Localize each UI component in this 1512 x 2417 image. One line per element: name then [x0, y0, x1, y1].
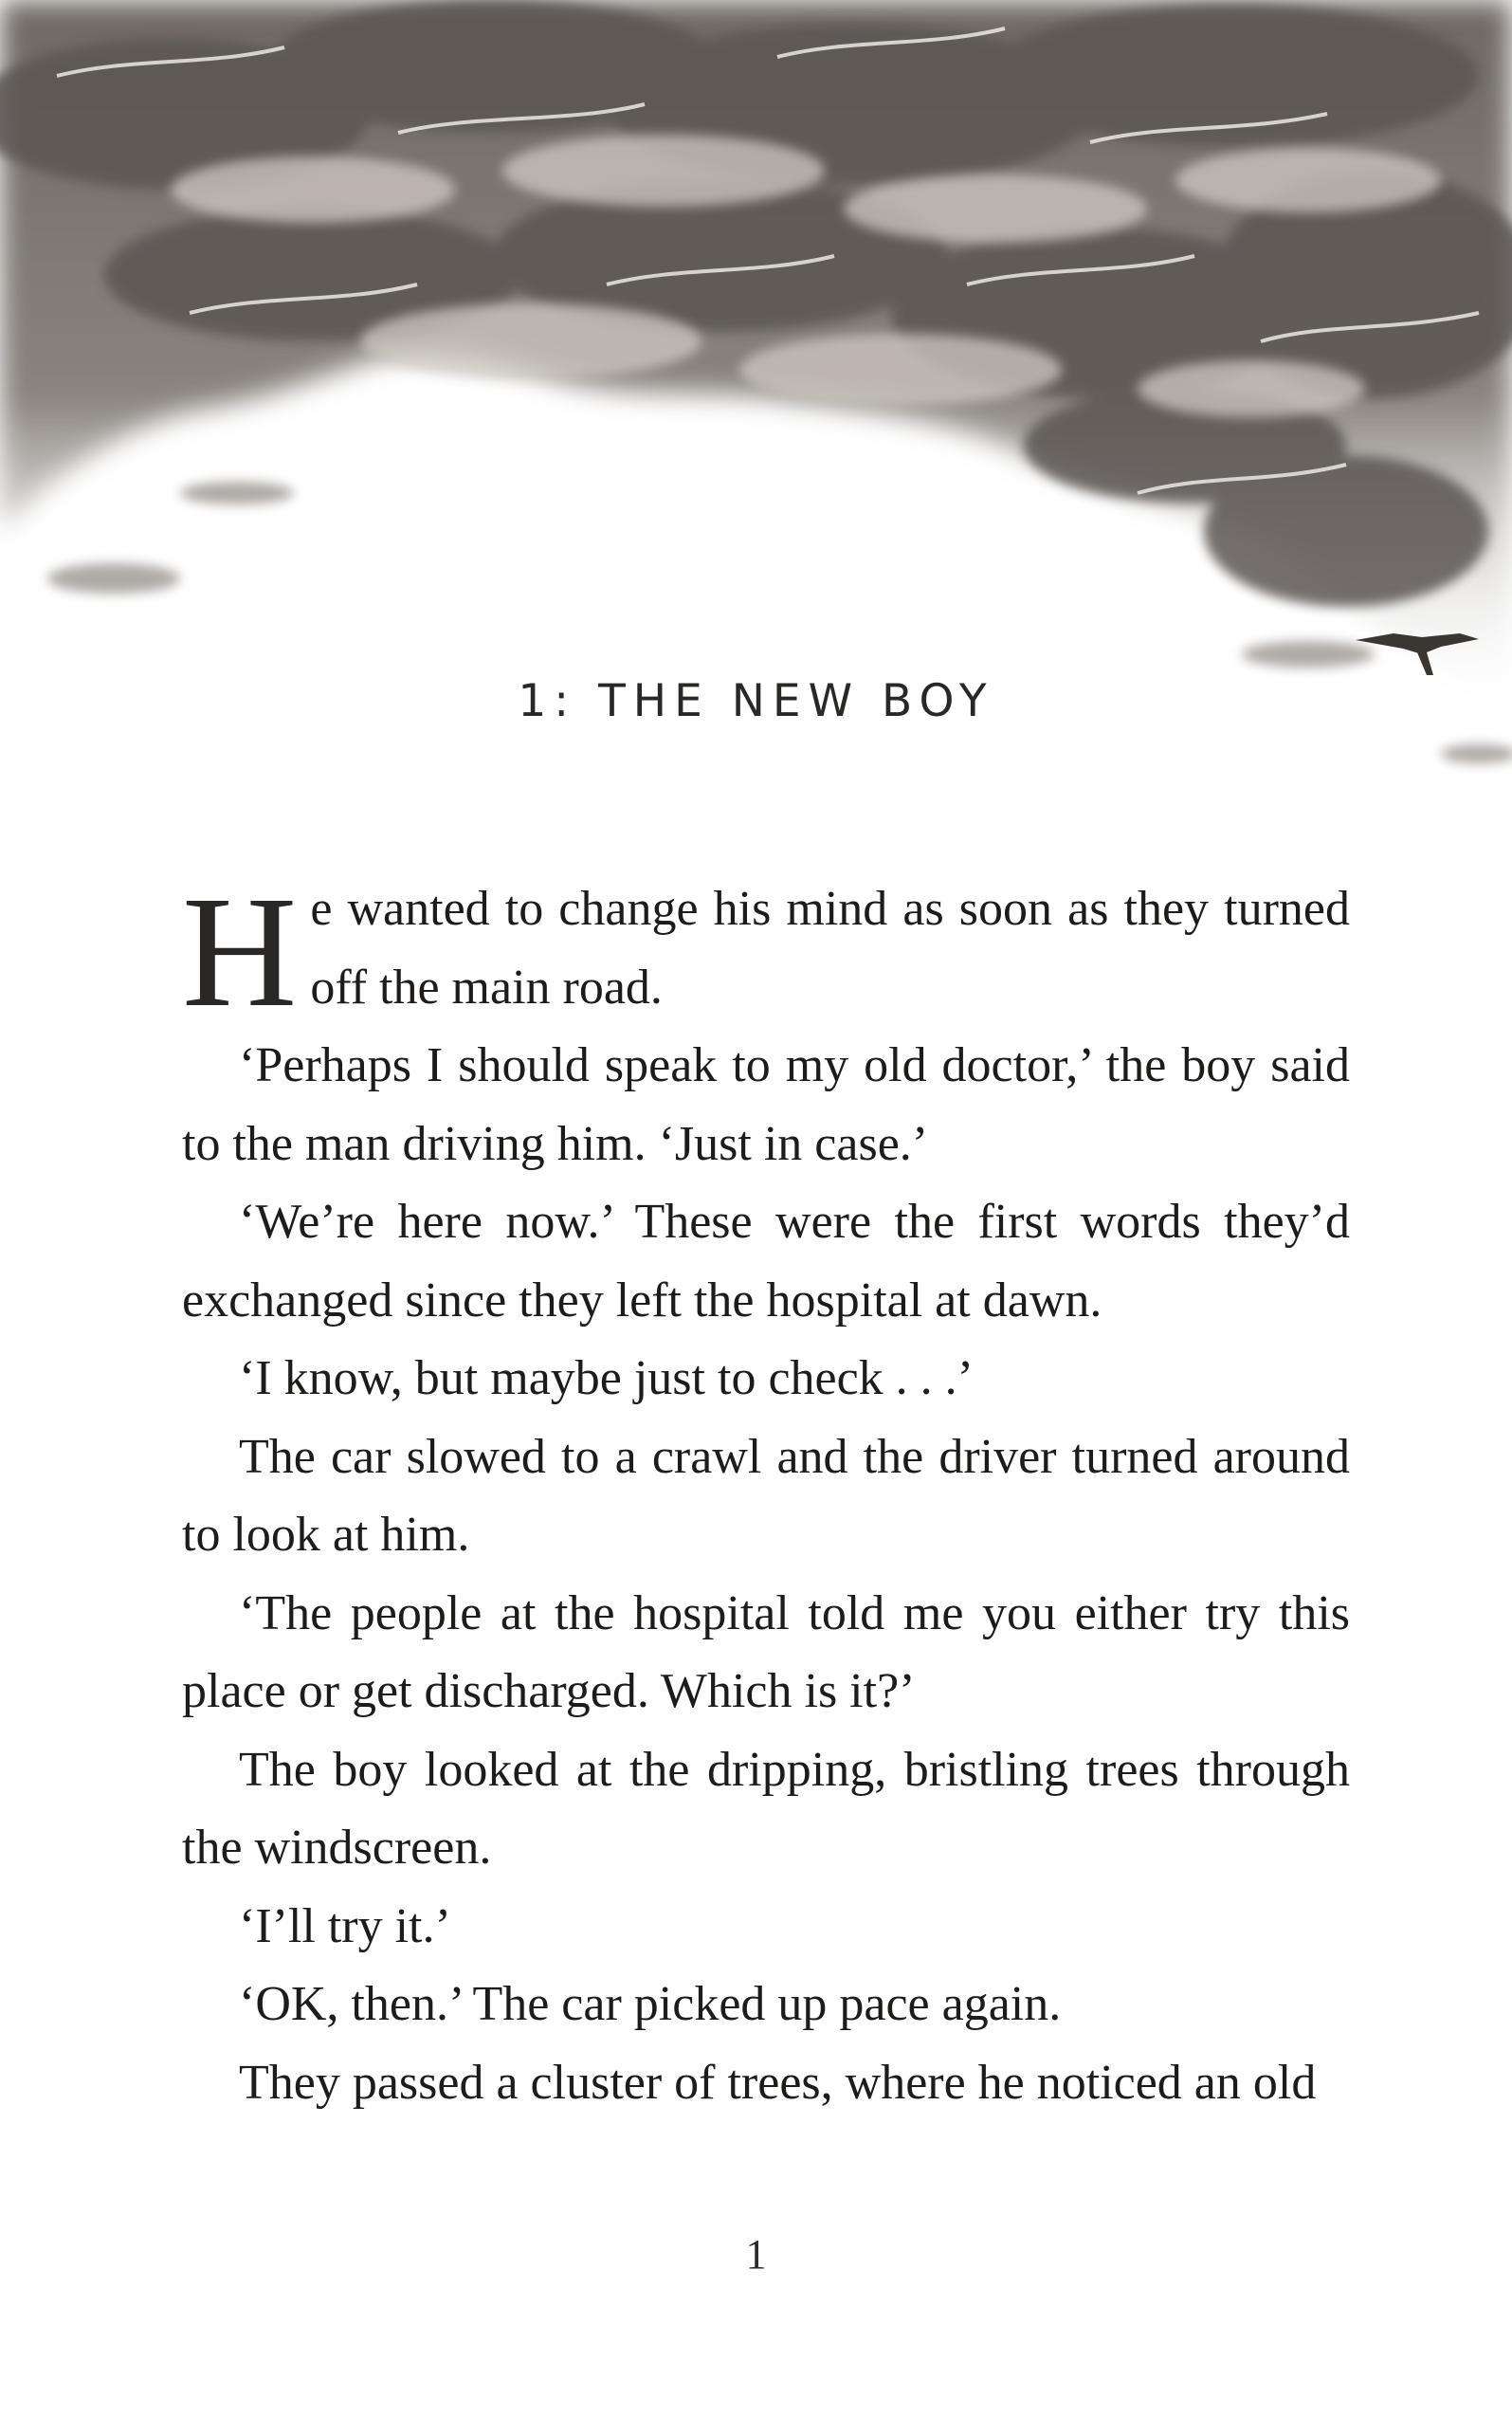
paragraph: ‘I’ll try it.’: [239, 1898, 451, 1953]
paragraph: The boy looked at the dripping, bristling trees through the windscreen.: [182, 1742, 1350, 1875]
storm-cloud-illustration: [0, 0, 1512, 787]
paragraph: ‘Perhaps I should speak to my old doctor,’ the boy said to the man driving him. ‘Just in case.’: [182, 1038, 1350, 1171]
chapter-body: [182, 864, 1350, 2122]
chapter-title: 1: THE NEW BOY: [518, 675, 994, 727]
drop-cap: H: [182, 864, 298, 1040]
paragraph: ‘The people at the hospital told me you either try this place or get discharged. Which is it?’: [182, 1585, 1350, 1718]
paragraph: ‘I know, but maybe just to check . . .’: [239, 1351, 974, 1405]
paragraph: ‘OK, then.’ The car picked up pace again.: [239, 1977, 1062, 2031]
paragraph: ‘We’re here now.’ These were the first words they’d exchanged since they left the hospital at dawn.: [182, 1195, 1350, 1328]
opening-paragraph: [182, 864, 1350, 1040]
page-number: 1: [745, 2231, 767, 2278]
paragraph: The car slowed to a crawl and the driver turned around to look at him.: [182, 1429, 1350, 1562]
paragraph: They passed a cluster of trees, where he noticed an old: [239, 2055, 1317, 2110]
opening-text: e wanted to change his mind as soon as they turned off the main road.: [310, 882, 1350, 1015]
